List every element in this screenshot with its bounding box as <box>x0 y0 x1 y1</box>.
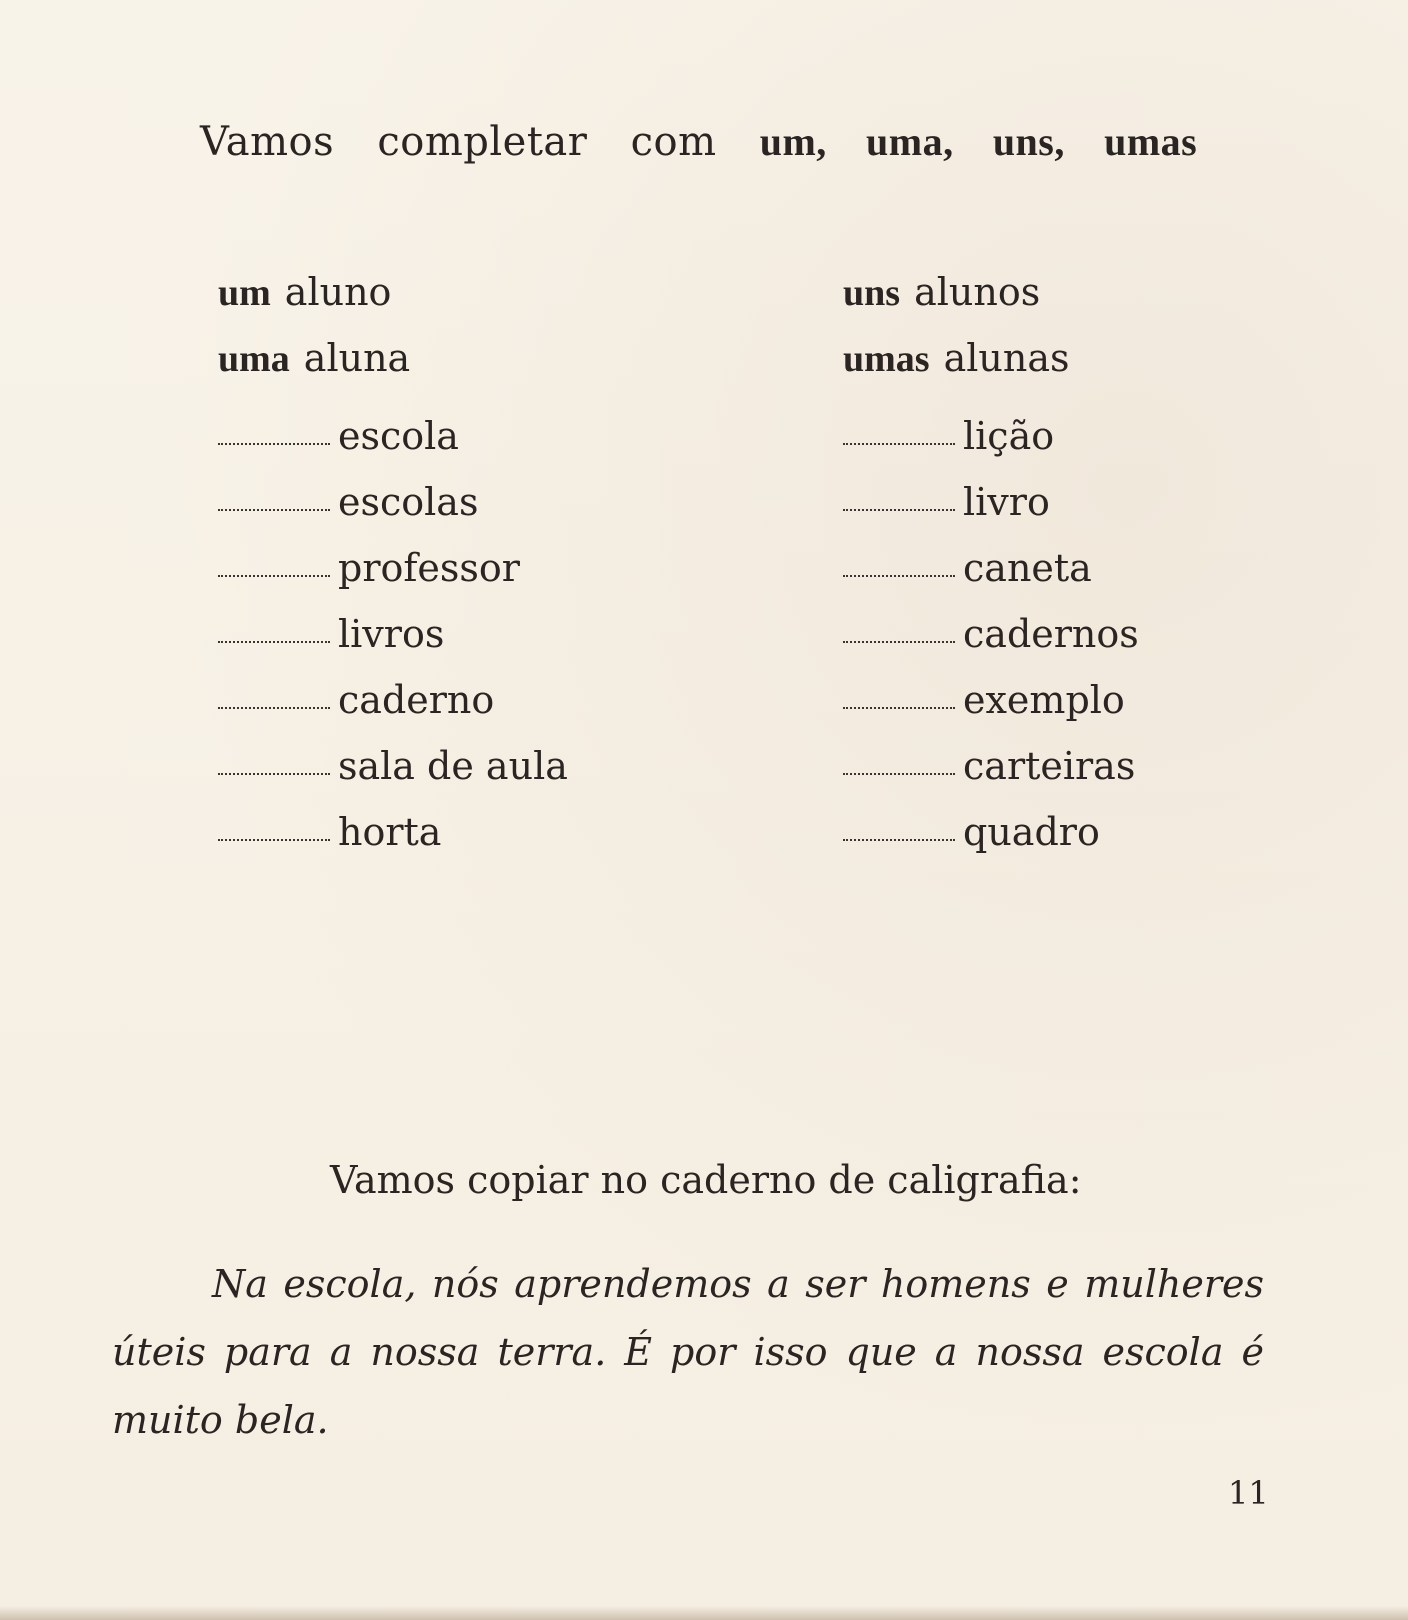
exercise-word: caderno <box>338 678 495 722</box>
fill-blank <box>843 505 955 511</box>
left-column <box>218 270 568 876</box>
example-row <box>843 270 1139 336</box>
exercise-word: horta <box>338 810 442 854</box>
exercise-row <box>843 480 1139 546</box>
page-number: 11 <box>1228 1474 1269 1512</box>
fill-blank <box>218 769 330 775</box>
right-column <box>843 270 1139 876</box>
fill-blank <box>218 505 330 511</box>
exercise-row <box>218 678 568 744</box>
title-article: umas <box>1104 119 1198 164</box>
exercise-word: cadernos <box>963 612 1139 656</box>
fill-blank <box>843 637 955 643</box>
exercise-row <box>843 612 1139 678</box>
exercise-row <box>843 414 1139 480</box>
exercise-word: exemplo <box>963 678 1125 722</box>
fill-blank <box>843 835 955 841</box>
fill-blank <box>843 703 955 709</box>
exercise-row <box>843 810 1139 876</box>
example-article: uns <box>843 272 901 314</box>
exercise-word: escola <box>338 414 459 458</box>
example-row <box>218 336 568 402</box>
exercise-row <box>218 480 568 546</box>
exercise-word: escolas <box>338 480 479 524</box>
fill-blank <box>218 703 330 709</box>
example-word: aluno <box>284 270 392 314</box>
example-row <box>218 270 568 336</box>
fill-blank <box>218 835 330 841</box>
fill-blank <box>218 571 330 577</box>
example-article: um <box>218 272 271 314</box>
exercise-word: livro <box>963 480 1050 524</box>
example-article: uma <box>218 338 290 380</box>
exercise-word: sala de aula <box>338 744 568 788</box>
example-word: alunos <box>914 270 1041 314</box>
copy-paragraph: Na escola, nós aprendemos a ser homens e mulheres úteis para a nossa terra. É por isso que a nossa escola é muito bela. <box>112 1262 1264 1442</box>
exercise-word: lição <box>963 414 1055 458</box>
copy-heading: Vamos copiar no caderno de caligrafia: <box>330 1158 1082 1202</box>
fill-blank <box>218 637 330 643</box>
exercise-word: carteiras <box>963 744 1136 788</box>
example-article: umas <box>843 338 930 380</box>
fill-blank <box>843 769 955 775</box>
title-word: completar <box>377 119 588 165</box>
title-article: uns, <box>992 119 1065 164</box>
exercise-row <box>218 810 568 876</box>
example-word: alunas <box>943 336 1070 380</box>
example-word: aluna <box>303 336 411 380</box>
example-row <box>843 336 1139 402</box>
title-article: um, <box>759 119 827 164</box>
page-edge-shadow <box>0 1606 1408 1620</box>
exercise-row <box>218 612 568 678</box>
title-word: Vamos <box>200 119 335 165</box>
exercise-word: professor <box>338 546 520 590</box>
fill-blank <box>843 439 955 445</box>
fill-blank <box>218 439 330 445</box>
title-article: uma, <box>866 119 954 164</box>
title-word: com <box>630 119 717 165</box>
exercise-row <box>843 744 1139 810</box>
exercise-row <box>218 546 568 612</box>
exercise-row <box>843 678 1139 744</box>
exercise-word: caneta <box>963 546 1092 590</box>
exercise-title <box>200 118 1223 165</box>
exercise-word: quadro <box>963 810 1100 854</box>
exercise-word: livros <box>338 612 445 656</box>
exercise-row <box>218 744 568 810</box>
exercise-row <box>218 414 568 480</box>
exercise-row <box>843 546 1139 612</box>
fill-blank <box>843 571 955 577</box>
